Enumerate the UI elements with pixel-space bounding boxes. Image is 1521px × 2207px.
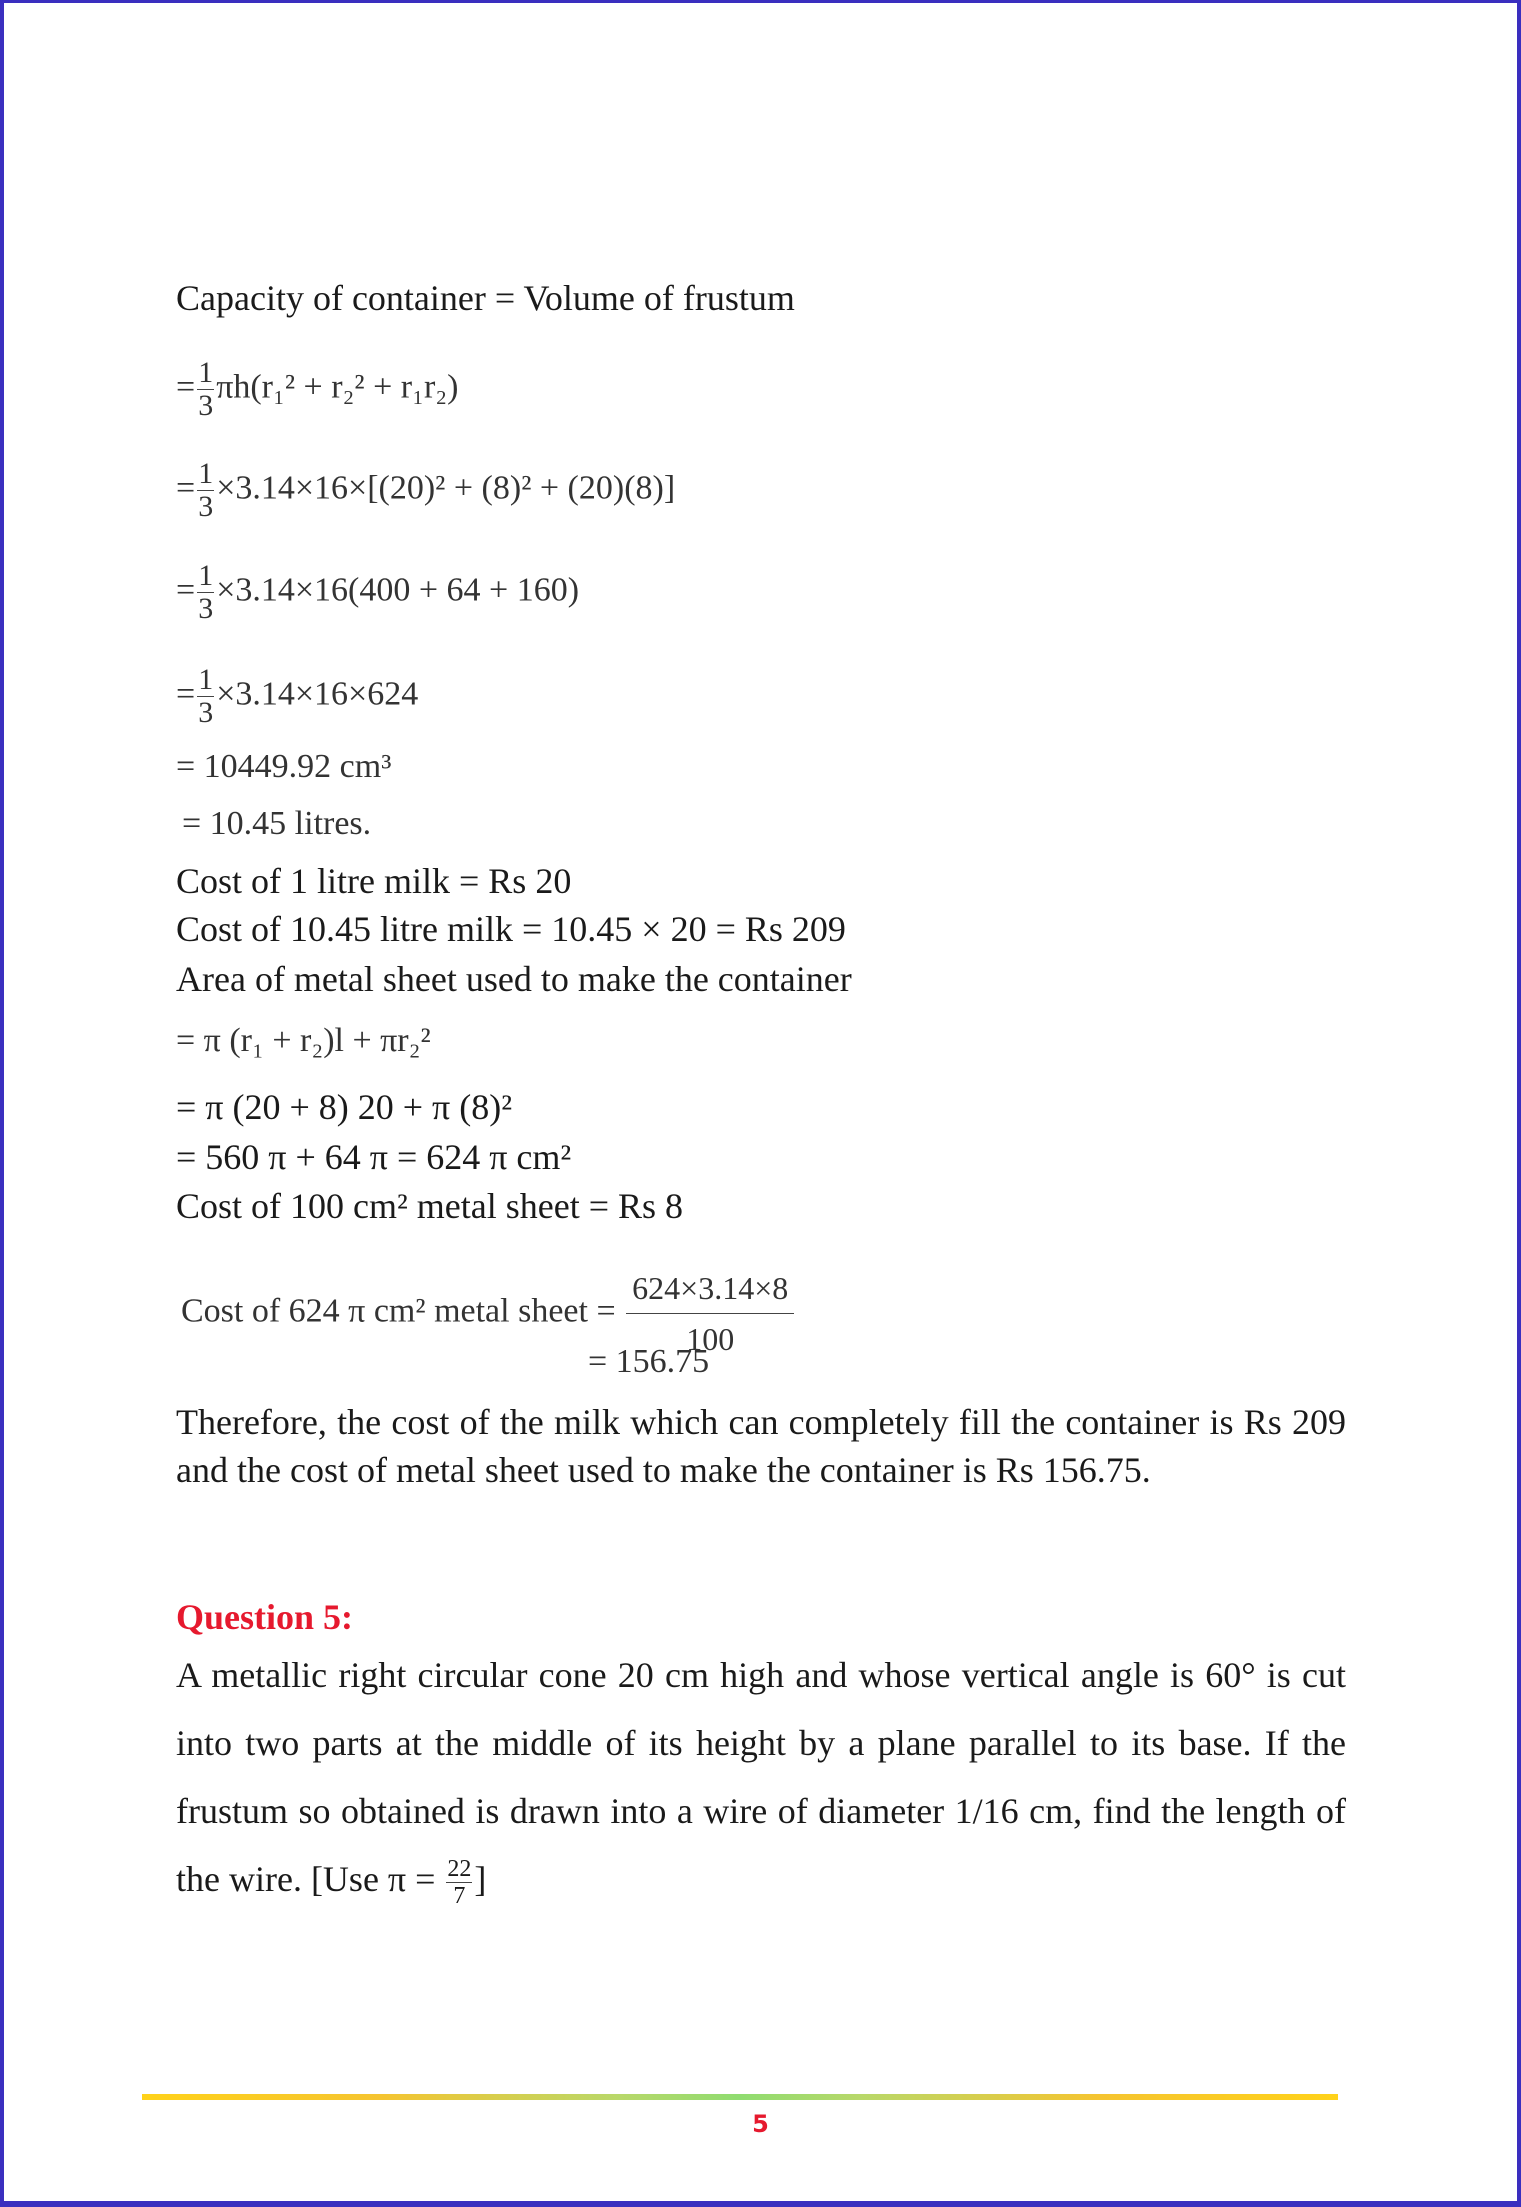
step2-text: ×3.14×16×[(20)² + (8)² + (20)(8)] [216, 469, 676, 507]
question-title: Question 5: [176, 1597, 354, 1637]
fraction-one-third [197, 560, 214, 625]
pi-fraction [446, 1856, 472, 1909]
equals: = [176, 675, 196, 713]
area-substitution: = π (20 + 8) 20 + π (8)² [176, 1087, 513, 1127]
cost-624-label: Cost of 624 π cm² metal sheet = [181, 1292, 616, 1330]
cost-milk-line: Cost of 10.45 litre milk = 10.45 × 20 = Rs 209 [176, 909, 846, 949]
area-result: = 560 π + 64 π = 624 π cm² [176, 1137, 572, 1177]
question-body: A metallic right circular cone 20 cm high and whose vertical angle is 60° is cut into two parts at the middle of its height by a plane parallel to its base. If the frustum so obtained is drawn into a wire of diameter 1/16 cm, find the length of the wire. [Use π = [176, 1655, 1346, 1899]
numerator: 1 [198, 356, 214, 389]
step3-text: ×3.14×16(400 + 64 + 160) [216, 571, 580, 609]
numerator: 22 [447, 1856, 472, 1883]
numerator: 1 [198, 457, 214, 490]
formula-text: πh(r₁² + r₂² + r₁r₂) [216, 368, 459, 406]
footer-divider [142, 2094, 1338, 2100]
volume-line: = 10449.92 cm³ [176, 748, 392, 785]
fraction-one-third [197, 458, 214, 523]
litres-line: = 10.45 litres. [182, 805, 372, 842]
step4-line [176, 664, 418, 729]
page-number: 5 [752, 2110, 769, 2138]
denominator: 3 [198, 490, 214, 523]
cost-litre-line: Cost of 1 litre milk = Rs 20 [176, 861, 572, 901]
denominator: 3 [198, 592, 214, 625]
step4-text: ×3.14×16×624 [216, 675, 419, 713]
denominator: 3 [198, 696, 214, 729]
step2-line [176, 458, 675, 523]
denominator: 3 [198, 389, 214, 422]
denominator: 7 [453, 1883, 466, 1910]
closing-bracket: ] [474, 1859, 487, 1899]
cost-100-line: Cost of 100 cm² metal sheet = Rs 8 [176, 1186, 684, 1226]
fraction-one-third [197, 664, 214, 729]
numerator: 1 [198, 663, 214, 696]
formula-line [176, 357, 458, 422]
numerator: 1 [198, 559, 214, 592]
area-heading: Area of metal sheet used to make the container [176, 959, 852, 999]
conclusion-paragraph: Therefore, the cost of the milk which can completely fill the container is Rs 209 and the cost of metal sheet used to make the container is Rs 156.75. [176, 1402, 1346, 1490]
capacity-line: Capacity of container = Volume of frustum [176, 278, 795, 318]
question-text [176, 1641, 1346, 1913]
equals: = [176, 469, 196, 507]
step3-line [176, 560, 579, 625]
fraction-one-third [197, 357, 214, 422]
denominator: 100 [686, 1321, 735, 1357]
area-formula: = π (r₁ + r₂)l + πr₂² [176, 1022, 431, 1059]
numerator: 624×3.14×8 [626, 1263, 794, 1314]
cost-624-result: = 156.75 [588, 1343, 710, 1380]
equals: = [176, 368, 196, 406]
equals: = [176, 571, 196, 609]
